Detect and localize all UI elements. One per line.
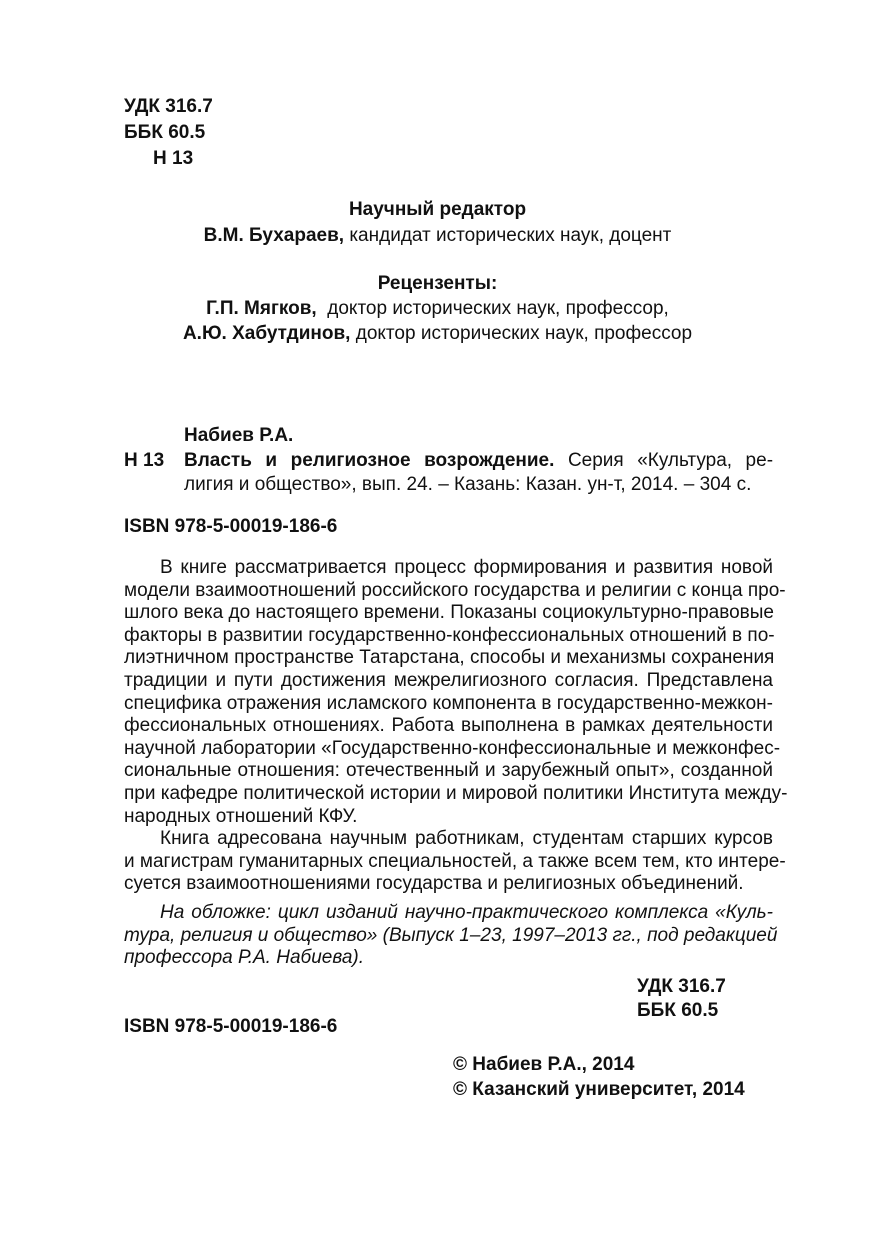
scientific-editor-line — [0, 224, 875, 248]
footer-udk: УДК 316.7 — [637, 976, 726, 997]
scientific-editor-heading: Научный редактор — [348, 199, 527, 220]
text-line: суется взаимоотношениями государства и религиозных объединений. — [124, 873, 744, 895]
text-line: модели взаимоотношений российского государства и религии с конца про- — [124, 579, 786, 601]
bib-mark: Н 13 — [124, 450, 165, 471]
scientific-editor-credentials: кандидат исторических наук, доцент — [349, 225, 672, 246]
text-line: шлого века до настоящего времени. Показаны социокультурно-правовые — [124, 602, 774, 624]
copyright-publisher: © Казанский университет, 2014 — [453, 1079, 745, 1100]
text-line: традиции и пути достижения межрелигиозного согласия. Представлена — [124, 670, 773, 691]
scientific-editor-name: В.М. Бухараев, — [203, 225, 345, 246]
bbk-code: ББК 60.5 — [124, 122, 206, 143]
text-line: лиэтничном пространстве Татарстана, способы и механизмы сохранения — [124, 647, 775, 669]
text-line: На обложке: цикл изданий научно-практического комплекса «Куль- — [160, 902, 773, 923]
bib-title-line — [184, 449, 773, 473]
text-line: сиональные отношения: отечественный и зарубежный опыт», созданной — [124, 760, 773, 782]
text-line: В книге рассматривается процесс формирования и развития новой — [160, 557, 773, 578]
footer-bbk: ББК 60.5 — [637, 1000, 719, 1021]
copyright-author: © Набиев Р.А., 2014 — [453, 1054, 635, 1075]
reviewers-heading: Рецензенты: — [377, 273, 498, 294]
reviewer-line — [0, 297, 875, 321]
text-line: Книга адресована научным работникам, студентам старших курсов — [160, 828, 773, 849]
text-line: профессора Р.А. Набиева). — [124, 947, 365, 969]
text-line: тура, религия и общество» (Выпуск 1–23, 1997–2013 гг., под редакцией — [124, 924, 778, 946]
reviewer-line — [0, 322, 875, 346]
text-line: фессиональных отношениях. Работа выполнена в рамках деятельности — [124, 715, 773, 737]
footer-isbn: ISBN 978-5-00019-186-6 — [124, 1016, 338, 1037]
isbn: ISBN 978-5-00019-186-6 — [124, 516, 338, 537]
reviewer-credentials: доктор исторических наук, профессор, — [327, 298, 669, 319]
reviewer-name: А.Ю. Хабутдинов, — [182, 323, 351, 344]
text-line: и магистрам гуманитарных специальностей, а также всем тем, кто интере- — [124, 850, 786, 872]
udk-code: УДК 316.7 — [124, 96, 213, 117]
text-line: народных отношений КФУ. — [124, 805, 358, 827]
bib-author: Набиев Р.А. — [184, 425, 294, 446]
author-mark: Н 13 — [153, 148, 194, 169]
text-line: специфика отражения исламского компонента в государственно-межкон- — [124, 692, 773, 714]
bib-title: Власть и религиозное возрождение. — [184, 450, 555, 471]
bib-series: Серия «Культура, ре- — [567, 450, 774, 471]
text-line: научной лаборатории «Государственно-конфессиональные и межконфес- — [124, 737, 781, 759]
text-line: факторы в развитии государственно-конфессиональных отношений в по- — [124, 624, 775, 646]
text-line: при кафедре политической истории и мировой политики Института между- — [124, 783, 788, 804]
reviewer-credentials: доктор исторических наук, профессор — [355, 323, 693, 344]
bib-imprint: лигия и общество», вып. 24. – Казань: Казан. ун-т, 2014. – 304 с. — [184, 474, 752, 495]
reviewer-name: Г.П. Мягков, — [206, 298, 317, 319]
